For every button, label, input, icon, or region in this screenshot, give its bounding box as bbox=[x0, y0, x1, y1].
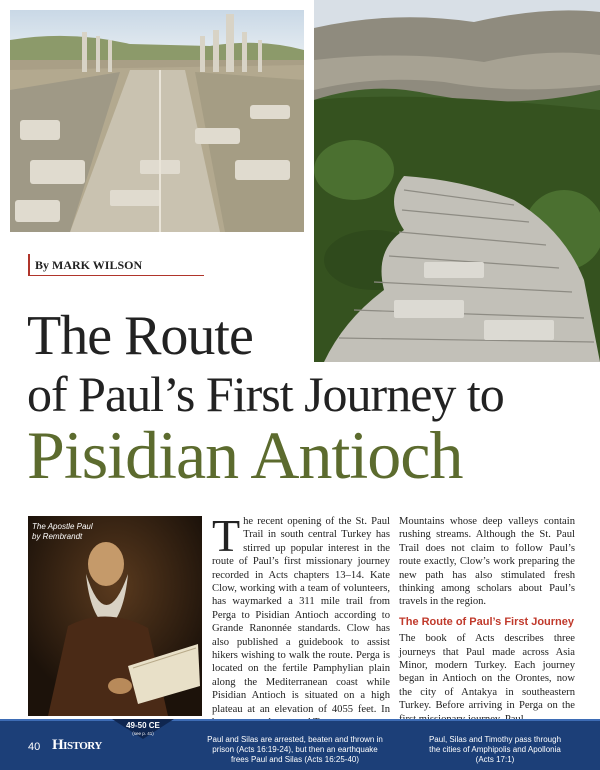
stone-trail-image bbox=[314, 0, 600, 362]
rembrandt-portrait-photo bbox=[28, 516, 202, 716]
perga-street-photo bbox=[10, 10, 304, 232]
headline-line-3: Pisidian Antioch bbox=[27, 417, 463, 493]
timeline-event-2: Paul, Silas and Timothy pass through the cities of Amphipolis and Apollonia (Acts 17:1) bbox=[428, 735, 562, 764]
footer-rule bbox=[0, 719, 600, 721]
section-subhead: The Route of Paul’s First Journey bbox=[399, 615, 575, 628]
portrait-caption bbox=[32, 522, 152, 542]
magazine-name-rest: ISTORY bbox=[63, 740, 102, 752]
body-column-2 bbox=[399, 515, 575, 726]
byline-box bbox=[28, 254, 204, 276]
timeline-date-note: (see p. 41) bbox=[132, 731, 154, 736]
timeline-date: 49-50 CE bbox=[126, 721, 160, 730]
stone-trail-photo bbox=[314, 0, 600, 362]
magazine-name bbox=[52, 737, 102, 754]
caption-line-2: by Rembrandt bbox=[32, 532, 83, 541]
timeline-event-1: Paul and Silas are arrested, beaten and thrown in prison (Acts 16:19-24), but then an earthquake frees Paul and Silas (Acts 16:25-40) bbox=[207, 735, 383, 764]
body-paragraph-3: The book of Acts describes three journeys that Paul made across Asia Minor, modern Turkey. Each journey began in Antioch on the Orontes, now the city of Antakya in southeastern Turkey. Before arriving in Perga on the bbox=[399, 633, 575, 712]
perga-street-image bbox=[10, 10, 304, 232]
page-number: 40 bbox=[28, 741, 41, 753]
body-paragraph-2: Mountains whose deep valleys contain rushing streams. Although the St. Paul Trail does not claim to follow Paul’s route exactly, Clow’s work preparing the new path has also stimulated fresh thinking among scholars about Paul’s travels in the region. bbox=[399, 516, 575, 608]
body-paragraph-1: he recent opening of the St. Paul Trail in south central Turkey has stirred up popular interest in the route of Paul’s first missionary journey recorded in Acts chapters 13–14. Kate Clow, working with a team of volunteers, has waymarked a 311 mile trail from Perga to Pisidian Antioch according to Grande Ranonnée standards. Clow has also published a guidebook to assist hikers wishing to walk the route. Perga is located on the fertile Pamphylian plain along the Mediterranean coast while Pisidian Antioch is situated on a high plateau at an elevation of 4055 feet. In bbox=[212, 516, 390, 715]
magazine-name-initial: H bbox=[52, 737, 64, 753]
caption-line-1: The Apostle Paul bbox=[32, 522, 93, 531]
timeline-footer bbox=[0, 719, 600, 770]
headline-line-2: of Paul’s First Journey to bbox=[27, 366, 504, 422]
byline: By MARK WILSON bbox=[35, 258, 143, 272]
rembrandt-portrait-image bbox=[28, 516, 202, 716]
drop-cap: T bbox=[212, 510, 241, 561]
headline-line-1: The Route bbox=[27, 305, 253, 367]
body-column-1 bbox=[212, 510, 390, 730]
